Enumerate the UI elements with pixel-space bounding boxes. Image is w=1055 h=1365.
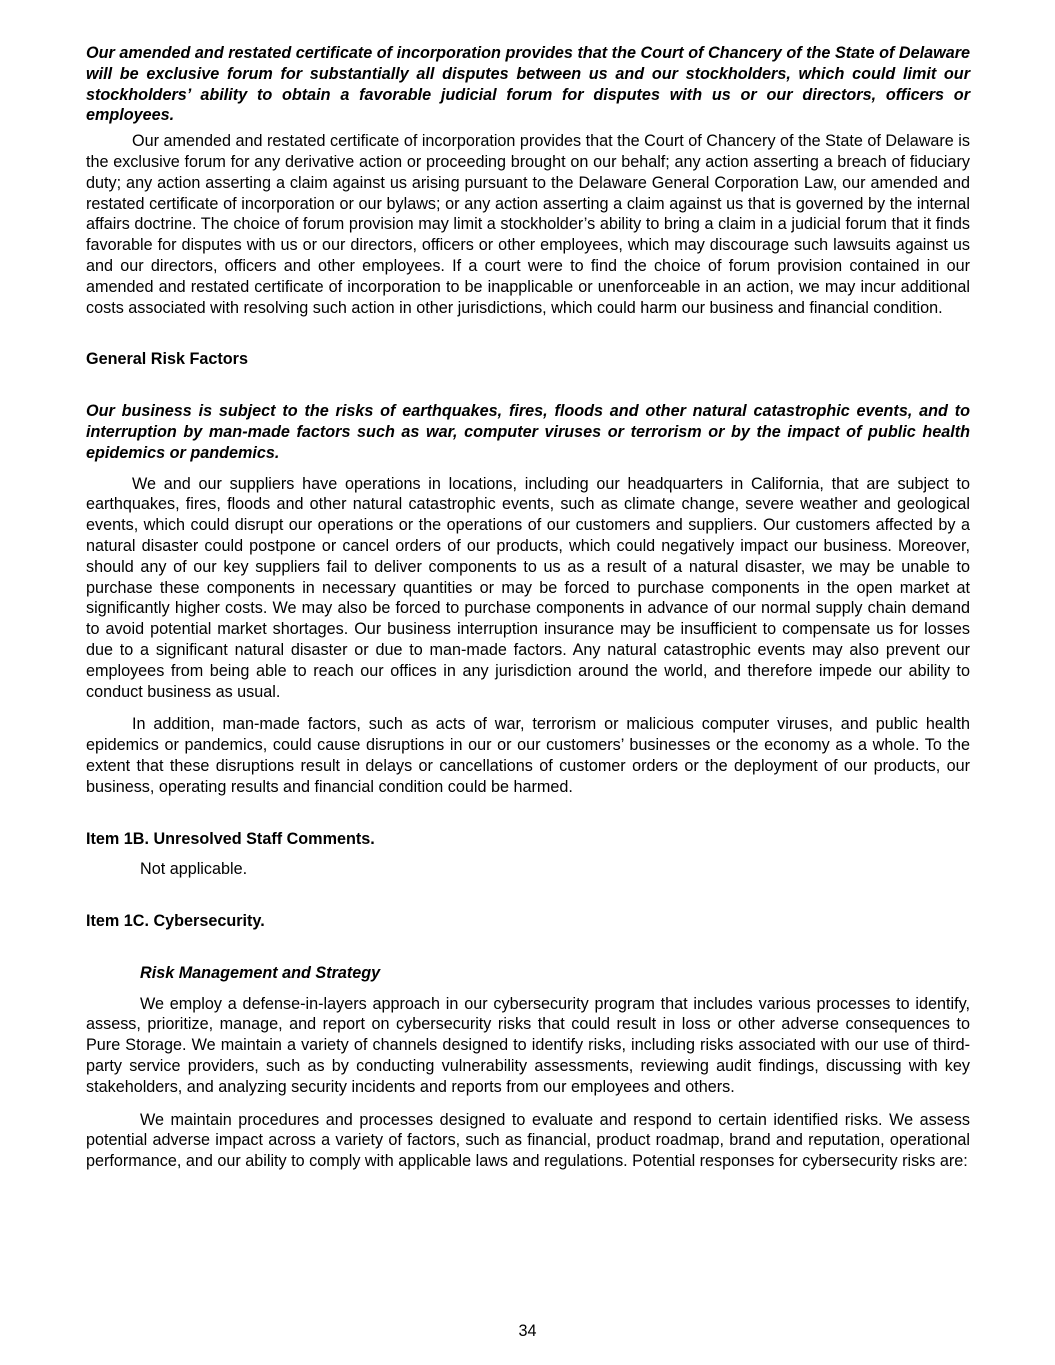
document-page [86,43,970,1172]
item-1b-heading: Item 1B. Unresolved Staff Comments. [86,829,375,848]
cybersecurity-paragraph-2: We maintain procedures and processes designed to evaluate and respond to certain identified risks. We assess potential adverse impact across a variety of factors, such as financial, product roadmap, brand and reputation, operational performance, and our ability to comply with applicable laws and regulations. Potential responses for cybersecurity risks are: [86,1110,970,1171]
item-1c-heading: Item 1C. Cybersecurity. [86,912,265,931]
catastrophe-risk-paragraph-2: In addition, man-made factors, such as acts of war, terrorism or malicious computer viruses, and public health epidemics or pandemics, could cause disruptions in our or our customers’ businesses or the economy as a whole. To the extent that these disruptions result in delays or cancellations of customer orders or the deployment of our products, our business, operating results and financial condition could be harmed. [86,715,970,796]
risk-management-subheading: Risk Management and Strategy [140,963,381,982]
forum-risk-heading: Our amended and restated certificate of incorporation provides that the Court of Chancery of the State of Delaware will be exclusive forum for substantially all disputes between us and our stockholders, which could limit our stockholders’ ability to obtain a favorable judicial forum for disputes with us or our directors, officers or employees. [86,44,970,125]
catastrophe-risk-heading: Our business is subject to the risks of earthquakes, fires, floods and other natural catastrophic events, and to interruption by man-made factors such as war, computer viruses or terrorism or by the impact of public health epidemics or pandemics. [86,402,970,462]
catastrophe-risk-paragraph-1: We and our suppliers have operations in locations, including our headquarters in California, that are subject to earthquakes, fires, floods and other natural catastrophic events, such as climate change, severe weather and geological events, which could disrupt our operations or the operations of our customers and suppliers. Our customers affected by a natural disaster could postpone or cancel orders of our products, which could negatively impact our business. Moreover, should any of our key suppliers fail to deliver components to us as a result of a natural disaster, we may be unable to purchase these components in necessary quantities or may be forced to purchase components in the open market at significantly higher costs. We may also be forced to purchase components in advance of our normal supply chain demand to avoid potential market shortages. Our business interruption insurance may be insufficient to compensate us for losses due to a significant natural disaster or due to man-made factors. Any natural catastrophic events may also prevent our employees from being able to reach our offices in any jurisdiction around the world, and therefore impede our ability to conduct business as usual. [86,474,970,701]
cybersecurity-paragraph-1: We employ a defense-in-layers approach in our cybersecurity program that includes various processes to identify, assess, prioritize, manage, and report on cybersecurity risks that could result in loss or other adverse consequences to Pure Storage. We maintain a variety of channels designed to identify risks, including risks associated with our use of third-party service providers, such as by conducting vulnerability assessments, reviewing audit findings, discussing with key stakeholders, and analyzing security incidents and reports from our employees and others. [86,994,970,1096]
page-number: 34 [518,1322,537,1340]
forum-risk-paragraph: Our amended and restated certificate of incorporation provides that the Court of Chancery of the State of Delaware is the exclusive forum for any derivative action or proceeding brought on our behalf; any action asserting a breach of fiduciary duty; any action asserting a claim against us arising pursuant to the Delaware General Corporation Law, our amended and restated certificate of incorporation or our bylaws; or any action asserting a claim against us that is governed by the internal affairs doctrine. The choice of forum provision may limit a stockholder’s ability to bring a claim in a judicial forum that it finds favorable for disputes with us or our directors, officers or other employees, which may discourage such lawsuits against us and our directors, officers and other employees. If a court were to find the choice of forum provision contained in our amended and restated certificate of incorporation to be inapplicable or unenforceable in an action, we may incur additional costs associated with resolving such action in other jurisdictions, which could harm our business and financial condition. [86,132,970,317]
item-1b-paragraph: Not applicable. [140,860,248,879]
general-risk-factors-heading: General Risk Factors [86,350,248,369]
